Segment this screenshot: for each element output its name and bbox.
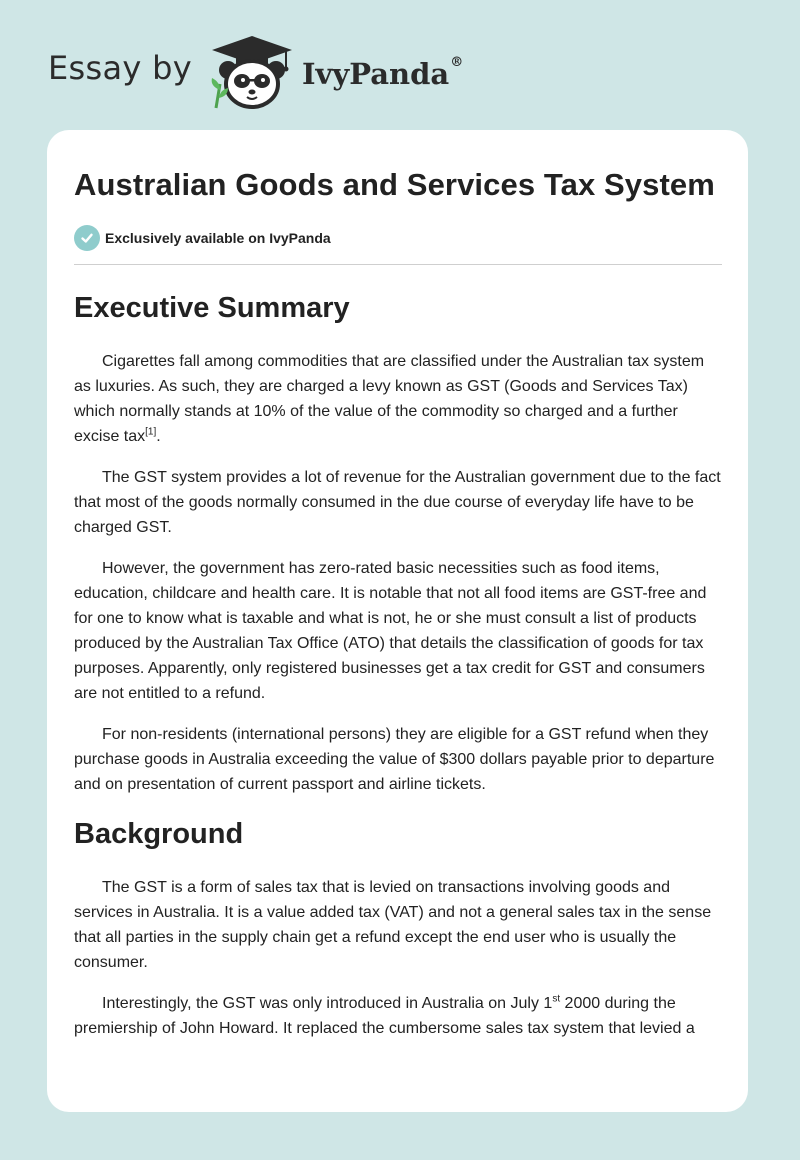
badge-text: Exclusively available on IvyPanda [105,230,331,246]
paragraph: However, the government has zero-rated basic necessities such as food items, education, childcare and health care. It is notable that not all food items are GST-free and for one to know what is taxable and what is not, he or she must consult a list of products produced by the Australian Tax Office (ATO) that details the classification of goods for tax purposes. Apparently, only registered businesses get a tax credit for GST and consumers are not entitled to a refund. [74,560,707,702]
exclusive-badge [74,224,722,252]
section-heading: Background [74,818,244,850]
ordinal-suffix: st [552,993,561,1005]
panda-graduate-logo-icon [206,34,298,110]
paragraph: The GST is a form of sales tax that is levied on transactions involving goods and services in Australia. It is a value added tax (VAT) and not a general sales tax in the sense that all parties in the supply chain get a refund except the end user who is usually the consumer. [74,879,712,971]
paragraph: Cigarettes fall among commodities that are classified under the Australian tax system as luxuries. As such, they are charged a levy known as GST (Goods and Services Tax) which normally stands at 10% of the value of the commodity so charged and a further excise tax[1]. [74,353,705,445]
brand-header[interactable] [48,34,463,110]
brand-prefix: Essay by [48,49,192,87]
brand-name: IvyPanda® [301,55,464,91]
paragraph: Interestingly, the GST was only introduced in Australia on July 1st 2000 during the premiership of John Howard. It replaced the cumbersome sales tax system that levied a [74,993,695,1037]
section-heading: Executive Summary [74,292,350,324]
essay-card [47,130,748,1112]
paragraph: The GST system provides a lot of revenue for the Australian government due to the fact that most of the goods normally consumed in the due course of everyday life have to be charged GST. [74,469,721,536]
check-icon [74,225,100,251]
divider [74,264,722,265]
paragraph: For non-residents (international persons) they are eligible for a GST refund when they purchase goods in Australia exceeding the value of $300 dollars payable prior to departure and on presentation of current passport and airline tickets. [74,726,715,793]
page-title: Australian Goods and Services Tax System [74,167,715,202]
footnote-ref[interactable]: [1] [145,426,157,438]
section-executive-summary [74,290,722,797]
section-background [74,816,722,1041]
